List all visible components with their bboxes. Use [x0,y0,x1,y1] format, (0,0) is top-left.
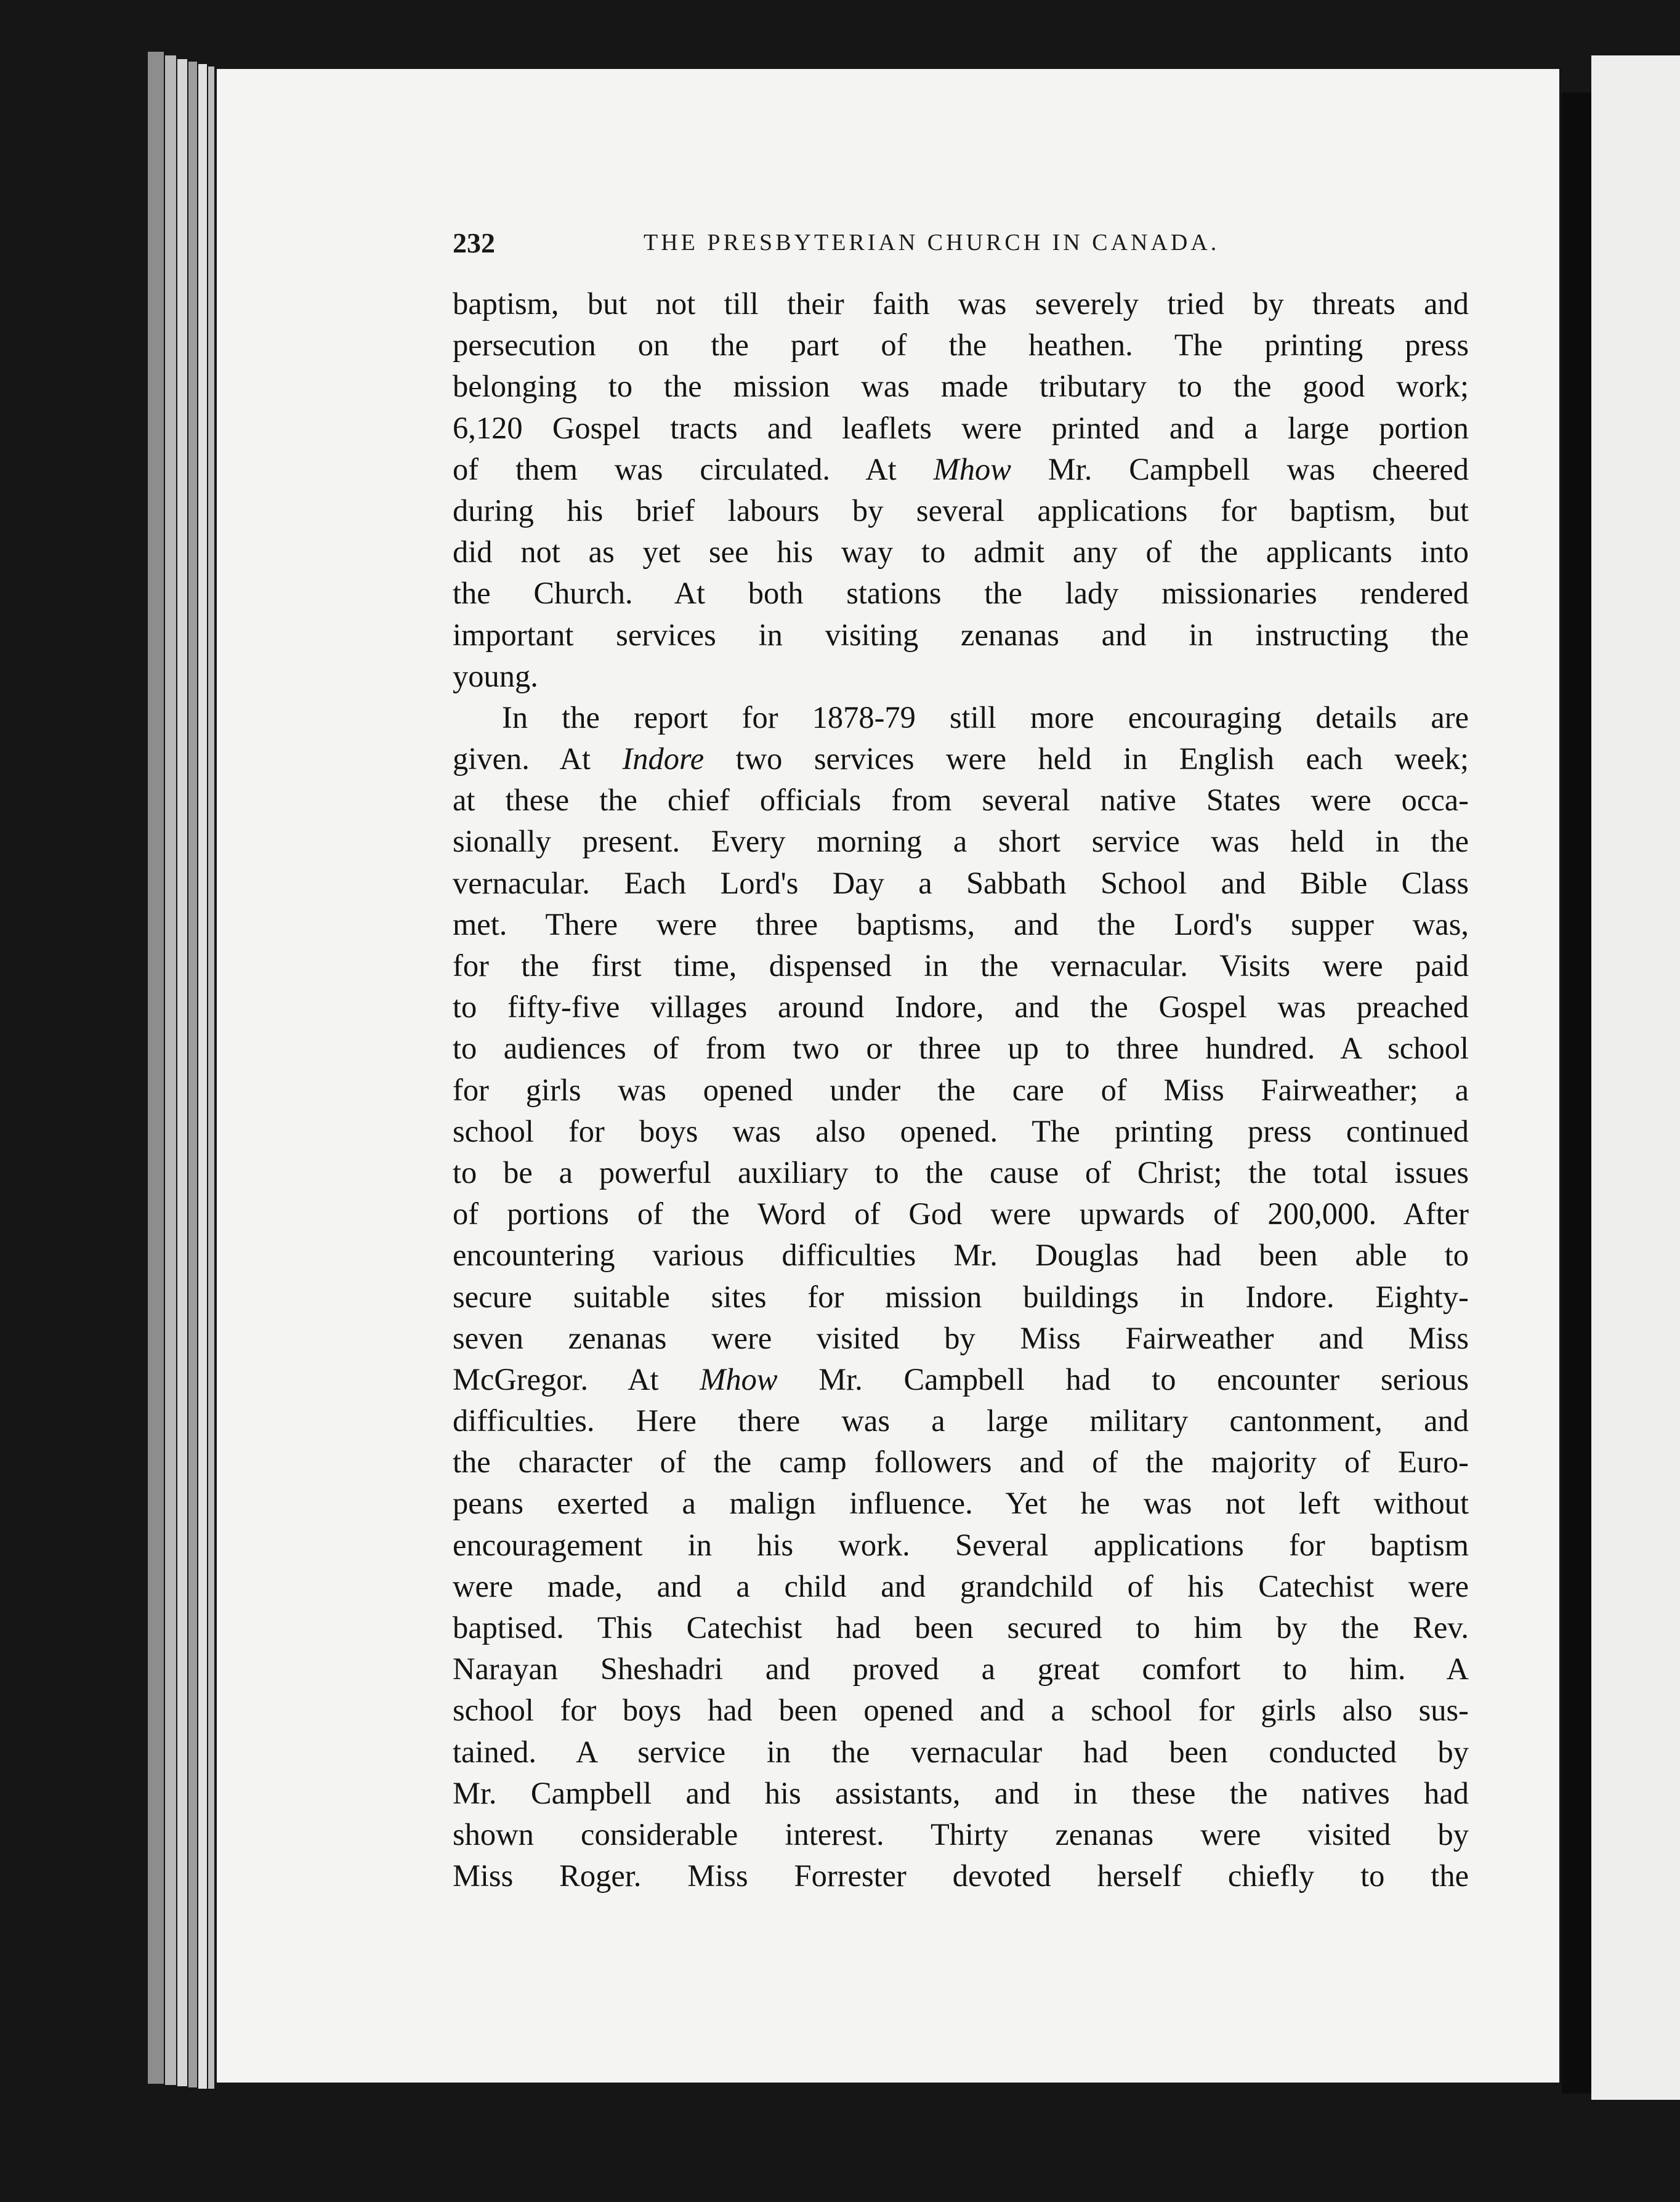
text-line: Narayan Sheshadri and proved a great comfort to him. A [453,1652,1469,1687]
text-line: encouragement in his work. Several applications for baptism [453,1527,1469,1562]
text-line: belonging to the mission was made tributary to the good work; [453,369,1469,404]
text-line: the Church. At both stations the lady missionaries rendered [453,576,1469,611]
page-edge [208,67,214,2089]
text-line: young. [453,658,538,693]
page-edge [198,64,207,2089]
text-line: at these the chief officials from several native States were occa- [453,783,1469,818]
text-line: to fifty-five villages around Indore, and the Gospel was preached [453,990,1469,1025]
text-line: to audiences of from two or three up to three hundred. A school [453,1031,1469,1066]
text-line: to be a powerful auxiliary to the cause of Christ; the total issues [453,1155,1469,1190]
text-line: school for boys was also opened. The printing press continued [453,1113,1469,1148]
adjacent-page [1591,55,1680,2100]
text-line: 6,120 Gospel tracts and leaflets were printed and a large portion [453,410,1469,445]
text-line: Miss Roger. Miss Forrester devoted herself chiefly to the [453,1858,1469,1893]
text-line: peans exerted a malign influence. Yet he was not left without [453,1486,1469,1521]
body-text [453,283,1469,1897]
text-line: of portions of the Word of God were upwards of 200,000. After [453,1196,1469,1232]
page-edge [188,62,197,2087]
text-line: In the report for 1878-79 still more encouraging details are [502,700,1469,735]
text-line: secure suitable sites for mission buildings in Indore. Eighty- [453,1279,1469,1314]
running-header [453,227,1500,276]
text-line: for the first time, dispensed in the vernacular. Visits were paid [453,948,1469,983]
text-line: encountering various difficulties Mr. Douglas had been able to [453,1238,1469,1273]
text-line: met. There were three baptisms, and the Lord's supper was, [453,906,1469,942]
text-line: shown considerable interest. Thirty zenanas were visited by [453,1817,1469,1852]
text-line: persecution on the part of the heathen. The printing press [453,328,1469,363]
text-line: school for boys had been opened and a school for girls also sus- [453,1693,1469,1728]
text-line: vernacular. Each Lord's Day a Sabbath School and Bible Class [453,865,1469,900]
page-edge [177,59,187,2086]
text-line: of them was circulated. At Mhow Mr. Campbell was cheered [453,451,1469,486]
book-spine-shadow [1562,92,1591,2094]
text-line: sionally present. Every morning a short service was held in the [453,824,1469,859]
text-line: did not as yet see his way to admit any of the applicants into [453,534,1469,570]
text-line: given. At Indore two services were held in English each week; [453,741,1469,776]
text-line: seven zenanas were visited by Miss Fairweather and Miss [453,1320,1469,1355]
page-edge [148,52,164,2084]
text-line: tained. A service in the vernacular had been conducted by [453,1734,1469,1769]
text-line: important services in visiting zenanas and in instructing the [453,617,1469,652]
text-line: were made, and a child and grandchild of his Catechist were [453,1568,1469,1603]
text-line: for girls was opened under the care of Miss Fairweather; a [453,1072,1469,1107]
text-line: Mr. Campbell and his assistants, and in these the natives had [453,1775,1469,1810]
running-title: THE PRESBYTERIAN CHURCH IN CANADA. [644,230,1220,256]
text-line: baptism, but not till their faith was severely tried by threats and [453,286,1469,321]
text-line: the character of the camp followers and of the majority of Euro- [453,1445,1469,1480]
text-line: McGregor. At Mhow Mr. Campbell had to encounter serious [453,1361,1469,1397]
page-number: 232 [453,227,495,259]
text-line: difficulties. Here there was a large military cantonment, and [453,1403,1469,1438]
page-edge [165,55,176,2085]
text-line: baptised. This Catechist had been secured to him by the Rev. [453,1610,1469,1645]
text-line: during his brief labours by several applications for baptism, but [453,493,1469,528]
